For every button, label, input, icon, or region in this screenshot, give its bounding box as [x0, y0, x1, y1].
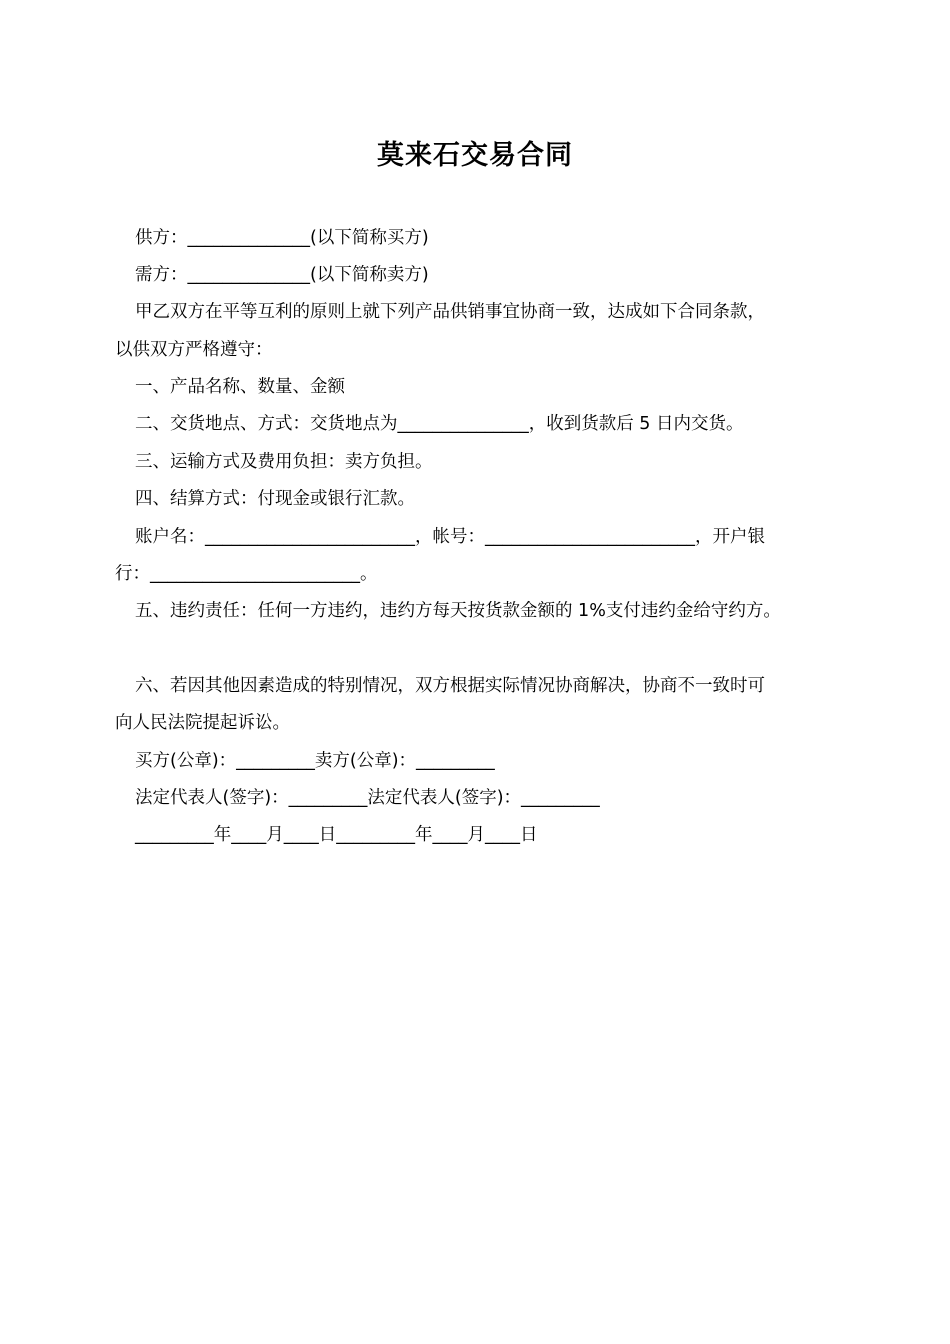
- signature-line: 法定代表人(签字)：_________法定代表人(签字)：_________: [135, 788, 600, 808]
- clause-6-line-2: 向人民法院提起诉讼。: [115, 713, 290, 733]
- document-title: 莫来石交易合同: [377, 140, 573, 171]
- clause-2: 二、交货地点、方式：交货地点为_______________，收到货款后 5 日内交货。: [135, 414, 744, 434]
- seal-line: 买方(公章)：_________卖方(公章)：_________: [135, 751, 495, 771]
- clause-5: 五、违约责任：任何一方违约，违约方每天按货款金额的 1%支付违约金给守约方。: [135, 601, 781, 621]
- preamble-line-1: 甲乙双方在平等互利的原则上就下列产品供销事宜协商一致，达成如下合同条款，: [135, 302, 765, 322]
- account-line-1: 账户名：________________________，帐号：________________________，开户银: [135, 527, 765, 547]
- clause-6-line-1: 六、若因其他因素造成的特别情况，双方根据实际情况协商解决，协商不一致时可: [135, 676, 765, 696]
- clause-3: 三、运输方式及费用负担：卖方负担。: [135, 452, 433, 472]
- clause-4: 四、结算方式：付现金或银行汇款。: [135, 489, 415, 509]
- preamble-line-2: 以供双方严格遵守：: [115, 340, 273, 360]
- supplier-line: 供方：______________(以下简称买方): [135, 228, 429, 248]
- buyer-line: 需方：______________(以下简称卖方): [135, 265, 429, 285]
- clause-1: 一、产品名称、数量、金额: [135, 377, 345, 397]
- account-line-2: 行：________________________。: [115, 564, 378, 584]
- date-line: _________年____月____日_________年____月____日: [135, 825, 538, 845]
